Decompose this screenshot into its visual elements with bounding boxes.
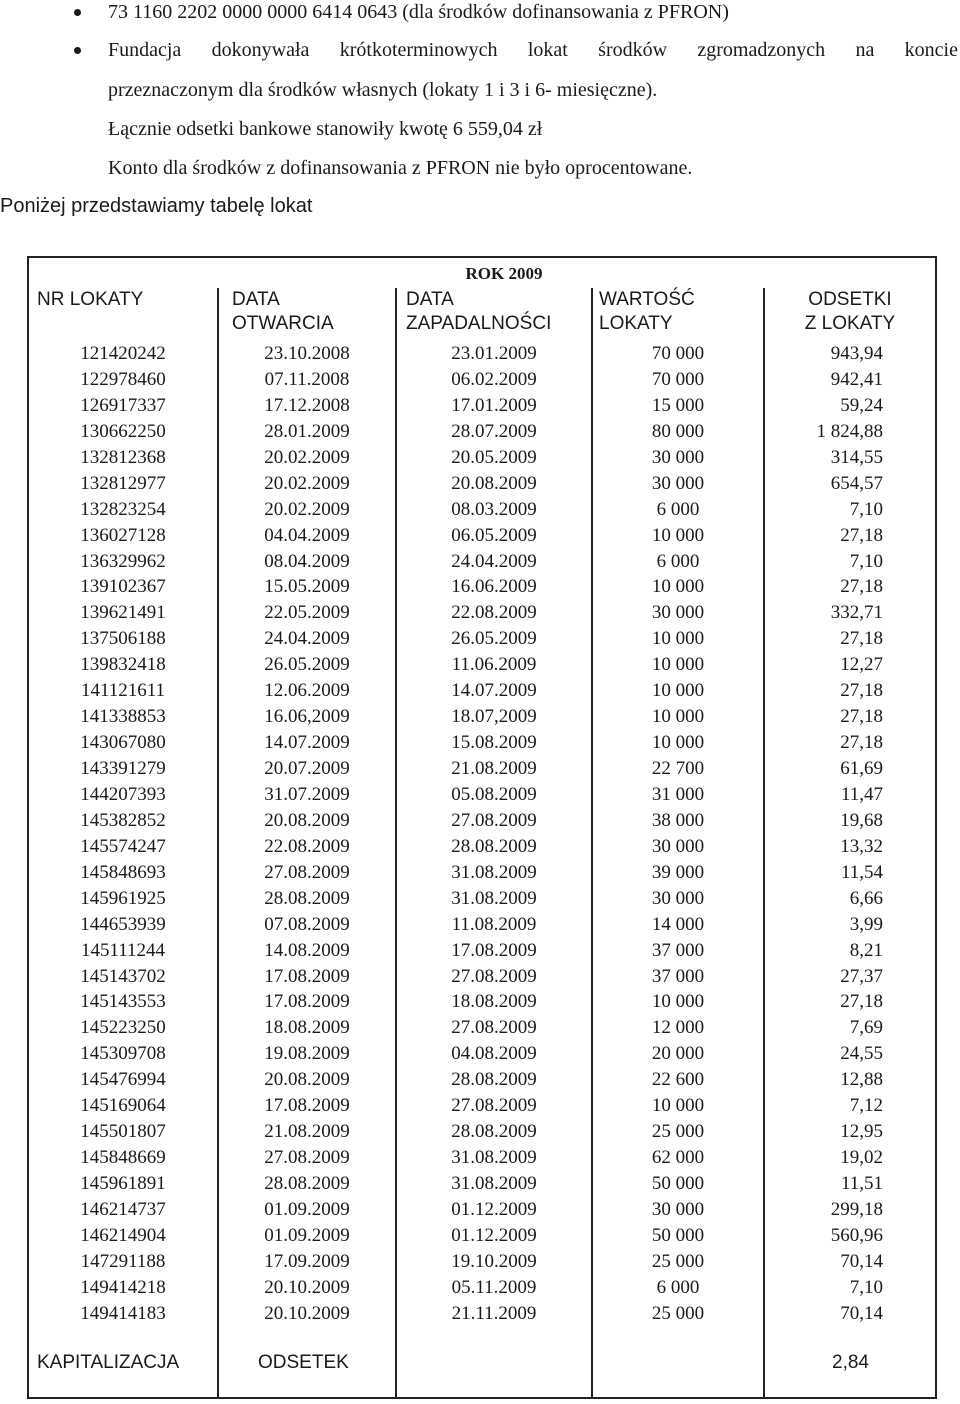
cell-open-date: 20.10.2009 xyxy=(264,1302,350,1324)
cell-open-date: 22.05.2009 xyxy=(264,602,350,624)
cell-due-date: 24.04.2009 xyxy=(451,550,537,572)
cell-interest: 8,21 xyxy=(849,939,883,961)
cell-due-date: 17.01.2009 xyxy=(451,394,537,416)
cell-due-date: 15.08.2009 xyxy=(451,732,537,754)
cell-open-date: 17.08.2009 xyxy=(264,965,350,987)
bullet-text: Fundacja dokonywała krótkoterminowych lokat środków zgromadzonych na koncie xyxy=(108,39,958,61)
cell-deposit-number: 149414218 xyxy=(80,1276,166,1298)
table-row xyxy=(29,912,935,938)
table-row xyxy=(29,1119,935,1145)
cell-interest: 27,18 xyxy=(840,576,883,598)
cell-open-date: 28.08.2009 xyxy=(264,887,350,909)
cell-deposit-value: 20 000 xyxy=(651,1043,705,1065)
paragraph-line: przeznaczonym dla środków własnych (lokaty 1 i 3 i 6- miesięczne). xyxy=(108,79,658,101)
cell-due-date: 18.08.2009 xyxy=(451,991,537,1013)
cell-open-date: 01.09.2009 xyxy=(264,1224,350,1246)
cell-interest: 1 824,88 xyxy=(816,420,883,442)
cell-deposit-value: 50 000 xyxy=(651,1173,705,1194)
cell-interest: 12,95 xyxy=(840,1121,883,1143)
table-row xyxy=(29,1041,935,1067)
cell-deposit-value: 31 000 xyxy=(651,783,705,805)
cell-deposit-value: 10 000 xyxy=(651,732,705,754)
table-row xyxy=(29,756,935,782)
cell-open-date: 21.08.2009 xyxy=(264,1121,350,1143)
cell-due-date: 31.08.2009 xyxy=(451,887,537,909)
cell-due-date: 23.01.2009 xyxy=(451,343,537,364)
cell-open-date: 26.05.2009 xyxy=(264,654,350,676)
cell-interest: 13,32 xyxy=(840,835,883,857)
cell-deposit-number: 145574247 xyxy=(80,835,166,857)
cell-due-date: 11.08.2009 xyxy=(451,913,537,935)
table-row xyxy=(29,626,935,652)
cell-open-date: 27.08.2009 xyxy=(264,1147,350,1169)
table-row xyxy=(29,341,935,367)
header-value-line2: LOKATY xyxy=(599,313,673,334)
cell-due-date: 20.08.2009 xyxy=(451,472,537,494)
cell-interest: 314,55 xyxy=(830,446,883,468)
cell-open-date: 28.01.2009 xyxy=(264,420,350,442)
cell-deposit-number: 145501807 xyxy=(80,1121,166,1143)
cell-interest: 332,71 xyxy=(830,602,883,624)
table-footer xyxy=(29,1348,935,1378)
cell-interest: 11,47 xyxy=(840,783,883,805)
table-intro: Poniżej przedstawiamy tabelę lokat xyxy=(0,195,313,217)
cell-interest: 19,02 xyxy=(840,1147,883,1169)
cell-deposit-value: 30 000 xyxy=(651,835,705,857)
cell-interest: 7,10 xyxy=(849,498,883,520)
cell-interest: 942,41 xyxy=(830,368,883,390)
cell-deposit-value: 37 000 xyxy=(651,939,705,961)
cell-open-date: 16.06,2009 xyxy=(264,706,350,728)
cell-due-date: 01.12.2009 xyxy=(451,1224,537,1246)
cell-open-date: 17.09.2009 xyxy=(264,1250,350,1272)
cell-open-date: 20.10.2009 xyxy=(264,1276,350,1298)
table-row xyxy=(29,1171,935,1197)
cell-open-date: 14.07.2009 xyxy=(264,732,350,754)
cell-due-date: 17.08.2009 xyxy=(451,939,537,961)
cell-open-date: 17.08.2009 xyxy=(264,1095,350,1117)
cell-due-date: 28.08.2009 xyxy=(451,1069,537,1091)
table-row xyxy=(29,1249,935,1275)
cell-deposit-value: 50 000 xyxy=(651,1224,705,1246)
cell-open-date: 31.07.2009 xyxy=(264,783,350,805)
paragraph-line: Łącznie odsetki bankowe stanowiły kwotę 6 559,04 zł xyxy=(108,118,543,140)
header-interest-line1: ODSETKI xyxy=(808,289,892,310)
cell-open-date: 28.08.2009 xyxy=(264,1173,350,1194)
cell-interest: 27,18 xyxy=(840,628,883,650)
cell-deposit-number: 146214904 xyxy=(80,1224,166,1246)
cell-interest: 70,14 xyxy=(840,1250,883,1272)
cell-due-date: 27.08.2009 xyxy=(451,809,537,831)
cell-interest: 560,96 xyxy=(830,1224,883,1246)
table-row xyxy=(29,1223,935,1249)
cell-interest: 7,10 xyxy=(849,1276,883,1298)
table-row xyxy=(29,1015,935,1041)
cell-deposit-number: 145961891 xyxy=(80,1173,166,1194)
cell-deposit-value: 10 000 xyxy=(651,1095,705,1117)
cell-open-date: 14.08.2009 xyxy=(264,939,350,961)
cell-deposit-value: 70 000 xyxy=(651,368,705,390)
bullet-item-account xyxy=(108,0,729,24)
table-row xyxy=(29,964,935,990)
cell-due-date: 16.06.2009 xyxy=(451,576,537,598)
cell-deposit-value: 25 000 xyxy=(651,1121,705,1143)
cell-interest: 7,12 xyxy=(849,1095,883,1117)
cell-due-date: 20.05.2009 xyxy=(451,446,537,468)
cell-interest: 70,14 xyxy=(840,1302,883,1324)
cell-deposit-number: 136329962 xyxy=(80,550,166,572)
paragraph-line: Konto dla środków z dofinansowania z PFRON nie było oprocentowane. xyxy=(108,157,693,179)
cell-due-date: 31.08.2009 xyxy=(451,861,537,883)
cell-due-date: 08.03.2009 xyxy=(451,498,537,520)
cell-deposit-number: 121420242 xyxy=(80,343,166,364)
bullet-text: 73 1160 2202 0000 0000 6414 0643 (dla środków dofinansowania z PFRON) xyxy=(108,1,729,23)
cell-interest: 12,88 xyxy=(840,1069,883,1091)
cell-open-date: 12.06.2009 xyxy=(264,680,350,702)
table-row xyxy=(29,523,935,549)
cell-deposit-number: 145382852 xyxy=(80,809,166,831)
cell-interest: 7,69 xyxy=(849,1017,883,1039)
cell-deposit-value: 62 000 xyxy=(651,1147,705,1169)
table-row xyxy=(29,989,935,1015)
cell-deposit-value: 6 000 xyxy=(656,550,700,572)
cell-due-date: 27.08.2009 xyxy=(451,965,537,987)
header-open-line1: DATA xyxy=(232,289,280,310)
table-row xyxy=(29,1067,935,1093)
cell-open-date: 17.08.2009 xyxy=(264,991,350,1013)
cell-deposit-value: 80 000 xyxy=(651,420,705,442)
cell-open-date: 20.08.2009 xyxy=(264,1069,350,1091)
cell-deposit-value: 10 000 xyxy=(651,524,705,546)
cell-interest: 943,94 xyxy=(830,343,883,364)
cell-deposit-number: 132812368 xyxy=(80,446,166,468)
cell-deposit-value: 39 000 xyxy=(651,861,705,883)
cell-deposit-number: 137506188 xyxy=(80,628,166,650)
cell-deposit-value: 30 000 xyxy=(651,472,705,494)
cell-deposit-number: 145309708 xyxy=(80,1043,166,1065)
cell-deposit-value: 14 000 xyxy=(651,913,705,935)
cell-deposit-number: 126917337 xyxy=(80,394,166,416)
cell-interest: 61,69 xyxy=(840,758,883,779)
deposits-table xyxy=(27,256,937,1399)
cell-open-date: 08.04.2009 xyxy=(264,550,350,572)
cell-interest: 27,18 xyxy=(840,732,883,754)
cell-due-date: 06.02.2009 xyxy=(451,368,537,390)
cell-due-date: 05.11.2009 xyxy=(451,1276,537,1298)
cell-open-date: 04.04.2009 xyxy=(264,524,350,546)
cell-interest: 27,18 xyxy=(840,680,883,702)
table-row xyxy=(29,445,935,471)
header-due-line2: ZAPADALNOŚCI xyxy=(406,313,552,334)
cell-deposit-number: 144653939 xyxy=(80,913,166,935)
cell-due-date: 14.07.2009 xyxy=(451,680,537,702)
cell-interest: 7,10 xyxy=(849,550,883,572)
cell-deposit-number: 144207393 xyxy=(80,783,166,805)
cell-deposit-number: 139102367 xyxy=(80,576,166,598)
table-row xyxy=(29,600,935,626)
cell-deposit-value: 25 000 xyxy=(651,1302,705,1324)
table-body xyxy=(29,341,935,1327)
cell-deposit-number: 132823254 xyxy=(80,498,166,520)
bullet-dot-icon xyxy=(74,47,81,54)
cell-interest: 11,51 xyxy=(840,1173,883,1194)
cell-interest: 12,27 xyxy=(840,654,883,676)
table-row xyxy=(29,1275,935,1301)
cell-open-date: 19.08.2009 xyxy=(264,1043,350,1065)
cell-deposit-number: 145848693 xyxy=(80,861,166,883)
cell-deposit-number: 145143702 xyxy=(80,965,166,987)
table-row xyxy=(29,652,935,678)
cell-deposit-value: 12 000 xyxy=(651,1017,705,1039)
cell-due-date: 19.10.2009 xyxy=(451,1250,537,1272)
cell-deposit-value: 38 000 xyxy=(651,809,705,831)
table-row xyxy=(29,419,935,445)
cell-open-date: 23.10.2008 xyxy=(264,343,350,364)
cell-open-date: 17.12.2008 xyxy=(264,394,350,416)
cell-deposit-number: 145143553 xyxy=(80,991,166,1013)
table-row xyxy=(29,1093,935,1119)
footer-label-capitalization: KAPITALIZACJA xyxy=(37,1352,180,1373)
cell-open-date: 15.05.2009 xyxy=(264,576,350,598)
table-row xyxy=(29,1145,935,1171)
cell-due-date: 22.08.2009 xyxy=(451,602,537,624)
cell-deposit-value: 15 000 xyxy=(651,394,705,416)
table-row xyxy=(29,497,935,523)
cell-interest: 11,54 xyxy=(840,861,883,883)
cell-interest: 27,18 xyxy=(840,524,883,546)
cell-open-date: 22.08.2009 xyxy=(264,835,350,857)
cell-interest: 6,66 xyxy=(849,887,883,909)
cell-open-date: 20.02.2009 xyxy=(264,472,350,494)
cell-deposit-value: 30 000 xyxy=(651,887,705,909)
table-row xyxy=(29,782,935,808)
cell-deposit-value: 30 000 xyxy=(651,602,705,624)
table-row xyxy=(29,549,935,575)
cell-deposit-number: 145476994 xyxy=(80,1069,166,1091)
cell-deposit-number: 145848669 xyxy=(80,1147,166,1169)
cell-interest: 24,55 xyxy=(840,1043,883,1065)
cell-interest: 27,37 xyxy=(840,965,883,987)
cell-interest: 3,99 xyxy=(849,913,883,935)
cell-deposit-value: 37 000 xyxy=(651,965,705,987)
cell-open-date: 01.09.2009 xyxy=(264,1198,350,1220)
cell-interest: 299,18 xyxy=(830,1198,883,1220)
cell-deposit-value: 70 000 xyxy=(651,343,705,364)
cell-deposit-number: 141121611 xyxy=(80,680,166,702)
header-open-line2: OTWARCIA xyxy=(232,313,334,334)
cell-deposit-number: 139621491 xyxy=(80,602,166,624)
cell-deposit-value: 6 000 xyxy=(656,1276,700,1298)
cell-interest: 27,18 xyxy=(840,706,883,728)
cell-deposit-number: 136027128 xyxy=(80,524,166,546)
cell-due-date: 28.07.2009 xyxy=(451,420,537,442)
header-interest-line2: Z LOKATY xyxy=(804,313,896,334)
cell-due-date: 05.08.2009 xyxy=(451,783,537,805)
cell-open-date: 20.02.2009 xyxy=(264,498,350,520)
table-row xyxy=(29,393,935,419)
cell-due-date: 18.07,2009 xyxy=(451,706,537,728)
table-row xyxy=(29,730,935,756)
table-row xyxy=(29,704,935,730)
table-row xyxy=(29,1197,935,1223)
cell-deposit-number: 139832418 xyxy=(80,654,166,676)
cell-due-date: 06.05.2009 xyxy=(451,524,537,546)
table-row xyxy=(29,574,935,600)
cell-due-date: 04.08.2009 xyxy=(451,1043,537,1065)
cell-deposit-number: 130662250 xyxy=(80,420,166,442)
cell-open-date: 07.11.2008 xyxy=(264,368,350,390)
table-row xyxy=(29,834,935,860)
table-row xyxy=(29,367,935,393)
cell-deposit-value: 10 000 xyxy=(651,576,705,598)
cell-due-date: 01.12.2009 xyxy=(451,1198,537,1220)
cell-deposit-value: 10 000 xyxy=(651,628,705,650)
cell-due-date: 31.08.2009 xyxy=(451,1173,537,1194)
cell-deposit-number: 145961925 xyxy=(80,887,166,909)
cell-open-date: 20.07.2009 xyxy=(264,758,350,779)
cell-due-date: 21.11.2009 xyxy=(451,1302,537,1324)
cell-deposit-value: 10 000 xyxy=(651,706,705,728)
cell-open-date: 20.02.2009 xyxy=(264,446,350,468)
bullet-dot-icon xyxy=(74,9,81,16)
footer-label-interest: ODSETEK xyxy=(258,1352,349,1373)
table-row xyxy=(29,860,935,886)
cell-deposit-number: 145223250 xyxy=(80,1017,166,1039)
footer-value: 2,84 xyxy=(832,1352,869,1373)
cell-interest: 59,24 xyxy=(840,394,883,416)
cell-deposit-number: 146214737 xyxy=(80,1198,166,1220)
cell-deposit-value: 25 000 xyxy=(651,1250,705,1272)
cell-deposit-number: 143067080 xyxy=(80,732,166,754)
cell-interest: 27,18 xyxy=(840,991,883,1013)
cell-due-date: 21.08.2009 xyxy=(451,758,537,779)
cell-deposit-number: 149414183 xyxy=(80,1302,166,1324)
cell-deposit-value: 6 000 xyxy=(656,498,700,520)
cell-deposit-value: 30 000 xyxy=(651,1198,705,1220)
bullet-item-deposits xyxy=(108,38,958,62)
cell-deposit-value: 30 000 xyxy=(651,446,705,468)
cell-deposit-value: 22 700 xyxy=(651,758,705,779)
cell-due-date: 28.08.2009 xyxy=(451,835,537,857)
table-row xyxy=(29,886,935,912)
cell-deposit-value: 22 600 xyxy=(651,1069,705,1091)
table-row xyxy=(29,938,935,964)
cell-due-date: 11.06.2009 xyxy=(451,654,537,676)
cell-deposit-number: 145169064 xyxy=(80,1095,166,1117)
cell-due-date: 27.08.2009 xyxy=(451,1095,537,1117)
cell-deposit-value: 10 000 xyxy=(651,680,705,702)
cell-deposit-number: 122978460 xyxy=(80,368,166,390)
table-row xyxy=(29,471,935,497)
cell-open-date: 20.08.2009 xyxy=(264,809,350,831)
cell-deposit-value: 10 000 xyxy=(651,654,705,676)
cell-due-date: 28.08.2009 xyxy=(451,1121,537,1143)
year-title: ROK 2009 xyxy=(465,264,543,283)
cell-interest: 654,57 xyxy=(830,472,883,494)
cell-due-date: 26.05.2009 xyxy=(451,628,537,650)
cell-deposit-number: 143391279 xyxy=(80,758,166,779)
cell-open-date: 24.04.2009 xyxy=(264,628,350,650)
cell-deposit-number: 132812977 xyxy=(80,472,166,494)
table-row xyxy=(29,808,935,834)
header-value-line1: WARTOŚĆ xyxy=(599,289,695,310)
cell-deposit-number: 141338853 xyxy=(80,706,166,728)
table-row xyxy=(29,1301,935,1327)
header-due-line1: DATA xyxy=(406,289,454,310)
table-row xyxy=(29,678,935,704)
cell-due-date: 27.08.2009 xyxy=(451,1017,537,1039)
cell-open-date: 27.08.2009 xyxy=(264,861,350,883)
cell-deposit-value: 10 000 xyxy=(651,991,705,1013)
cell-interest: 19,68 xyxy=(840,809,883,831)
cell-open-date: 07.08.2009 xyxy=(264,913,350,935)
cell-deposit-number: 147291188 xyxy=(80,1250,166,1272)
cell-deposit-number: 145111244 xyxy=(80,939,166,961)
cell-open-date: 18.08.2009 xyxy=(264,1017,350,1039)
header-nr: NR LOKATY xyxy=(37,289,144,310)
cell-due-date: 31.08.2009 xyxy=(451,1147,537,1169)
